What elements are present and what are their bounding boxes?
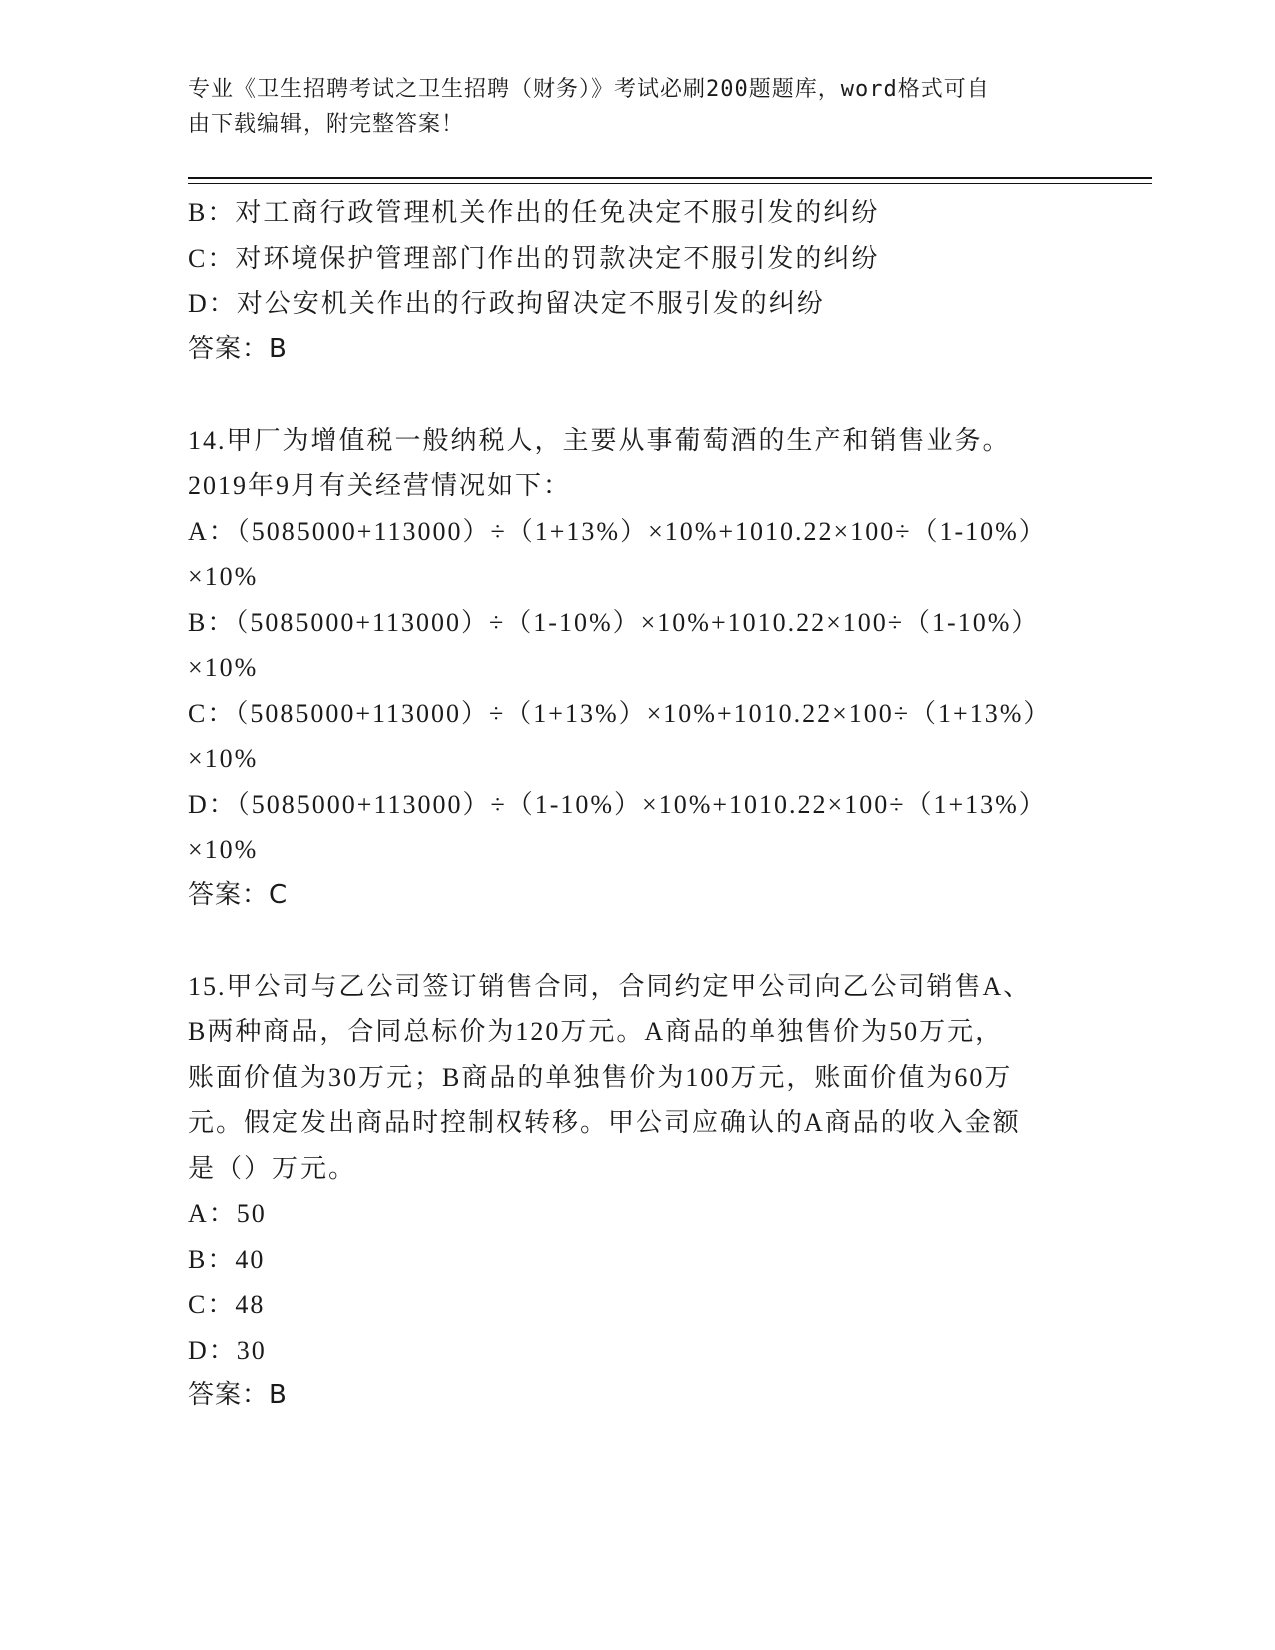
q14-stem-line-2: 2019年9月有关经营情况如下： bbox=[188, 471, 572, 500]
q15-stem-line-2: B两种商品，合同总标价为120万元。A商品的单独售价为50万元， bbox=[188, 1017, 1004, 1046]
document-body bbox=[188, 190, 1088, 1419]
document-header bbox=[188, 72, 1068, 142]
spacer bbox=[188, 372, 1088, 418]
q13-option-d: D：对公安机关作出的行政拘留决定不服引发的纠纷 bbox=[188, 289, 825, 318]
q15-option-a: A：50 bbox=[188, 1199, 267, 1228]
q14-option-a-cont: ×10% bbox=[188, 562, 259, 591]
q13-option-c: C：对环境保护管理部门作出的罚款决定不服引发的纠纷 bbox=[188, 243, 880, 273]
q15-option-d: D：30 bbox=[188, 1335, 267, 1365]
q14-option-b: B：（5085000+113000）÷（1-10%）×10%+1010.22×100÷（1-10%） bbox=[188, 607, 1040, 637]
header-rule-thin bbox=[188, 183, 1152, 184]
q14-answer: 答案：C bbox=[188, 879, 289, 910]
q14-option-c-cont: ×10% bbox=[188, 744, 259, 773]
q15-stem-line-1: 15.甲公司与乙公司签订销售合同，合同约定甲公司向乙公司销售A、 bbox=[188, 971, 1032, 1001]
q14-stem-line-1: 14.甲厂为增值税一般纳税人，主要从事葡萄酒的生产和销售业务。 bbox=[188, 425, 1011, 455]
q15-option-b: B：40 bbox=[188, 1244, 266, 1274]
q15-option-c: C：48 bbox=[188, 1290, 266, 1319]
spacer bbox=[188, 918, 1088, 964]
question-14 bbox=[188, 418, 1088, 919]
q15-stem-line-5: 是（）万元。 bbox=[188, 1153, 357, 1183]
q13-answer: 答案：B bbox=[188, 333, 288, 364]
q14-option-b-cont: ×10% bbox=[188, 653, 259, 682]
q14-option-d: D：（5085000+113000）÷（1-10%）×10%+1010.22×100÷（1+13%） bbox=[188, 789, 1047, 819]
q14-option-c: C：（5085000+113000）÷（1+13%）×10%+1010.22×100÷（1+13%） bbox=[188, 698, 1052, 728]
question-13 bbox=[188, 190, 1088, 372]
q15-stem-line-4: 元。假定发出商品时控制权转移。甲公司应确认的A商品的收入金额 bbox=[188, 1108, 1021, 1137]
q15-answer: 答案：B bbox=[188, 1380, 288, 1410]
question-15 bbox=[188, 964, 1088, 1419]
q14-option-d-cont: ×10% bbox=[188, 835, 259, 864]
header-title-line-1: 专业《卫生招聘考试之卫生招聘（财务）》考试必刷200题题库，word格式可自 bbox=[188, 77, 990, 102]
q13-option-b: B：对工商行政管理机关作出的任免决定不服引发的纠纷 bbox=[188, 198, 880, 227]
q15-stem-line-3: 账面价值为30万元；B商品的单独售价为100万元，账面价值为60万 bbox=[188, 1062, 1013, 1092]
header-title-line-2: 由下载编辑，附完整答案！ bbox=[188, 112, 465, 137]
q14-option-a: A：（5085000+113000）÷（1+13%）×10%+1010.22×100÷（1-10%） bbox=[188, 516, 1047, 546]
header-rule-thick bbox=[188, 177, 1152, 179]
